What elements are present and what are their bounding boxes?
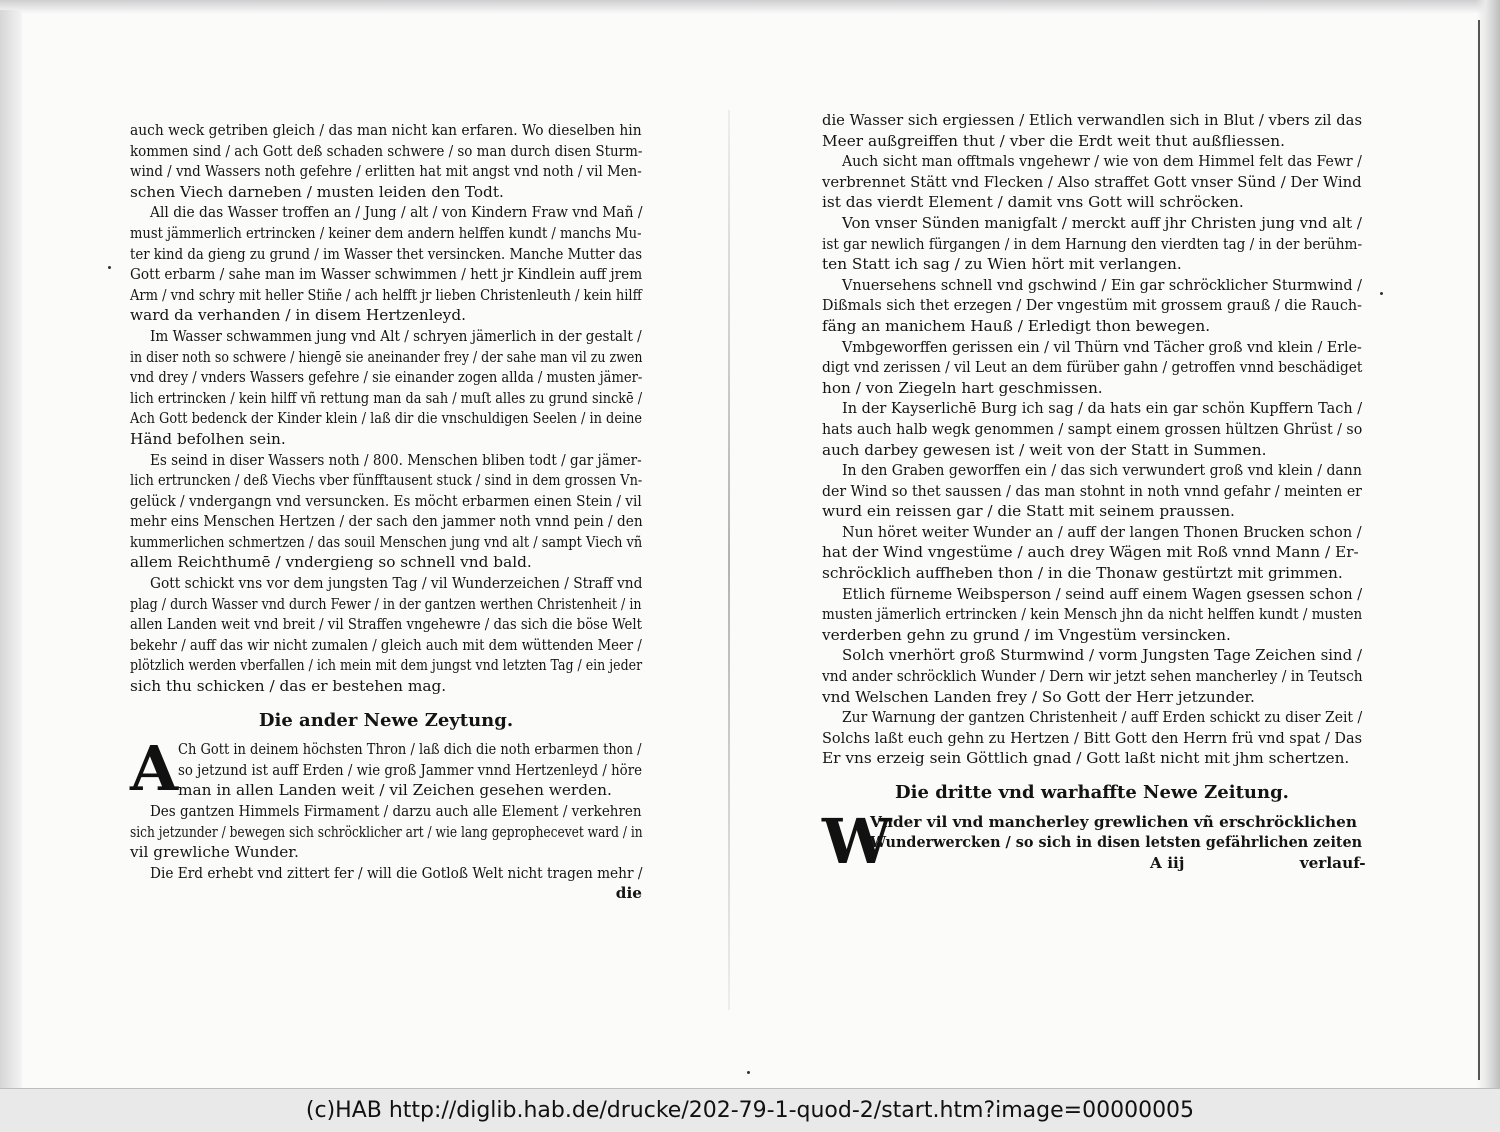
text-line: ter kind da gieng zu grund / im Wasser thet versincken. Manche Mutter das bbox=[130, 244, 643, 263]
text-line: Zur Warnung der gantzen Christenheit / auff Erden schickt zu diser Zeit / bbox=[842, 708, 1363, 727]
text-line: hats auch halb wegk genommen / sampt einem grossen hültzen Ghrüst / so bbox=[822, 419, 1363, 438]
text-line: ten Statt ich sag / zu Wien hört mit verlangen. bbox=[822, 255, 1182, 274]
text-line: Wunderwercken / so sich in disen letsten gefährlichen zeiten bbox=[870, 833, 1363, 852]
book-gutter bbox=[728, 110, 730, 1010]
catchword-line bbox=[130, 883, 642, 904]
text-line: hon / von Ziegeln hart geschmissen. bbox=[822, 378, 1103, 397]
text-line: auch weck getriben gleich / das man nicht kan erfaren. Wo dieselben hin bbox=[130, 121, 642, 139]
text-line: All die das Wasser troffen an / Jung / alt / von Kindern Fraw vnd Mañ / bbox=[150, 203, 643, 222]
text-line: kummerlichen schmertzen / das souil Menschen jung vnd alt / sampt Viech vñ bbox=[130, 532, 643, 551]
text-line: so jetzund ist auff Erden / wie groß Jammer vnnd Hertzenleyd / höre bbox=[178, 760, 642, 779]
text-line: allem Reichthumē / vndergieng so schnell vnd bald. bbox=[130, 553, 532, 572]
left-paragraph-5 bbox=[130, 573, 642, 697]
text-line: vnd Welschen Landen frey / So Gott der Herr jetzunder. bbox=[822, 687, 1255, 706]
right-page bbox=[822, 110, 1366, 878]
speck bbox=[1380, 292, 1383, 295]
text-line: bekehr / auff das wir nicht zumalen / gleich auch mit dem wüttenden Meer / bbox=[130, 635, 642, 654]
text-line: sich jetzunder / bewegen sich schröcklicher art / wie lang geprophecevet ward / in bbox=[130, 822, 643, 841]
text-line: ist gar newlich fürgangen / in dem Harnung den vierdten tag / in der berühm- bbox=[822, 234, 1363, 253]
decorated-initial: W bbox=[822, 804, 892, 878]
text-line: Solchs laßt euch gehn zu Hertzen / Bitt Gott den Herrn frü vnd spat / Das bbox=[822, 728, 1363, 747]
section-heading: Die ander Newe Zeytung. bbox=[258, 709, 514, 731]
text-line: ist das vierdt Element / damit vns Gott will schröcken. bbox=[822, 193, 1244, 212]
text-line: Vnder vil vnd mancherley grewlichen vñ erschröcklichen bbox=[870, 812, 1358, 831]
left-paragraph-8 bbox=[130, 863, 642, 884]
right-paragraph-7 bbox=[822, 460, 1362, 522]
text-line: Etlich fürneme Weibsperson / seind auff einem Wagen gsessen schon / bbox=[842, 584, 1363, 603]
text-line: allen Landen weit vnd breit / vil Straffen vngehewre / das sich die böse Welt bbox=[130, 615, 642, 634]
text-line: verderben gehn zu grund / im Vngestüm versincken. bbox=[822, 625, 1231, 644]
left-paragraph-4 bbox=[130, 450, 642, 574]
text-line: In der Kayserlichē Burg ich sag / da hats ein gar schön Kupffern Tach / bbox=[842, 399, 1363, 418]
signature-line bbox=[870, 853, 1366, 874]
text-line: Gott erbarm / sahe man im Wasser schwimmen / hett jr Kindlein auff jrem bbox=[130, 265, 643, 284]
text-line: Ch Gott in deinem höchsten Thron / laß dich die noth erbarmen thon / bbox=[178, 740, 642, 759]
text-line: die Wasser sich ergiessen / Etlich verwandlen sich in Blut / vbers zil das bbox=[822, 111, 1363, 129]
text-line: vil grewliche Wunder. bbox=[130, 843, 299, 862]
text-line: Die Erd erhebt vnd zittert fer / will die Gotloß Welt nicht tragen mehr / bbox=[150, 863, 643, 882]
text-line: lich ertrincken / kein hilff vñ rettung man da sah / muſt alles zu grund sinckē / bbox=[130, 388, 643, 407]
text-line: Vnuersehens schnell vnd gschwind / Ein gar schröcklicher Sturmwind / bbox=[842, 275, 1362, 294]
text-line: vnd drey / vnders Wassers gefehre / sie einander zogen allda / musten jämer- bbox=[130, 368, 643, 387]
text-line: verbrennet Stätt vnd Flecken / Also straffet Gott vnser Sünd / Der Wind bbox=[822, 172, 1362, 191]
top-edge-shadow bbox=[0, 0, 1500, 14]
section-heading: Die dritte vnd warhaffte Newe Zeitung. bbox=[895, 782, 1289, 803]
text-line: digt vnd zerissen / vil Leut an dem fürüber gahn / getroffen vnnd beschädiget bbox=[822, 358, 1363, 377]
signature-mark: A iij bbox=[1150, 853, 1185, 872]
page-edge-line bbox=[1478, 20, 1480, 1080]
text-line: Händ befolhen sein. bbox=[130, 429, 286, 448]
right-paragraph-4 bbox=[822, 275, 1362, 337]
text-line: wind / vnd Wassers noth gefehre / erlitten hat mit angst vnd noth / vil Men- bbox=[130, 162, 642, 181]
text-line: in diser noth so schwere / hiengē sie aneinander frey / der sahe man vil zu zwen bbox=[130, 347, 643, 366]
text-line: plötzlich werden vberfallen / ich mein mit dem jungst vnd letzten Tag / ein jeder bbox=[130, 656, 643, 675]
right-paragraph-8 bbox=[822, 522, 1362, 584]
left-edge-shadow bbox=[0, 10, 22, 1088]
text-line: der Wind so thet saussen / das man stohnt in noth vnnd gefahr / meinten er bbox=[822, 481, 1362, 500]
text-line: Dißmals sich thet erzegen / Der vngestüm mit grossem grauß / die Rauch- bbox=[822, 296, 1362, 315]
text-line: ward da verhanden / in disem Hertzenleyd. bbox=[130, 306, 466, 325]
text-line: Es seind in diser Wassers noth / 800. Menschen bliben todt / gar jämer- bbox=[150, 450, 642, 469]
left-paragraph-2 bbox=[130, 202, 642, 326]
text-line: auch darbey gewesen ist / weit von der Statt in Summen. bbox=[822, 440, 1267, 459]
text-line: Gott schickt vns vor dem jungsten Tag / vil Wunderzeichen / Straff vnd bbox=[150, 574, 643, 593]
right-paragraph-9 bbox=[822, 584, 1362, 646]
text-line: wurd ein reissen gar / die Statt mit seinem praussen. bbox=[822, 502, 1235, 521]
text-line: vnd ander schröcklich Wunder / Dern wir jetzt sehen mancherley / in Teutsch bbox=[822, 667, 1363, 686]
left-paragraph-6 bbox=[130, 732, 642, 806]
right-paragraph-1 bbox=[822, 110, 1362, 151]
text-line: sich thu schicken / das er bestehen mag. bbox=[130, 677, 447, 696]
text-line: Des gantzen Himmels Firmament / darzu auch alle Element / verkehren bbox=[150, 802, 642, 820]
right-paragraph-11 bbox=[822, 707, 1362, 769]
text-line: man in allen Landen weit / vil Zeichen gesehen werden. bbox=[178, 781, 612, 800]
text-line: Von vnser Sünden manigfalt / merckt auff jhr Christen jung vnd alt / bbox=[842, 213, 1362, 232]
text-line: Arm / vnd schry mit heller Stiñe / ach helfft jr lieben Christenleuth / kein hilff bbox=[130, 285, 642, 304]
right-paragraph-5 bbox=[822, 337, 1362, 399]
text-line: Im Wasser schwammen jung vnd Alt / schryen jämerlich in der gestalt / bbox=[150, 326, 642, 345]
text-line: fäng an manichem Hauß / Erledigt thon bewegen. bbox=[822, 316, 1211, 335]
text-line: kommen sind / ach Gott deß schaden schwere / so man durch disen Sturm- bbox=[130, 141, 643, 160]
right-paragraph-3 bbox=[822, 213, 1362, 275]
text-line: must jämmerlich ertrincken / keiner dem andern helffen kundt / manchs Mu- bbox=[130, 223, 642, 242]
text-line: gelück / vndergangn vnd versuncken. Es möcht erbarmen einen Stein / vil bbox=[130, 491, 642, 510]
right-paragraph-2 bbox=[822, 151, 1362, 213]
text-line: Er vns erzeig sein Göttlich gnad / Gott laßt nicht mit jhm schertzen. bbox=[822, 749, 1350, 768]
text-line: hat der Wind vngestüme / auch drey Wägen mit Roß vnnd Mann / Er- bbox=[822, 543, 1359, 562]
left-paragraph-1 bbox=[130, 120, 642, 202]
catchword: die bbox=[615, 884, 642, 903]
right-paragraph-12 bbox=[822, 804, 1366, 878]
text-line: Ach Gott bedenck der Kinder klein / laß dir die vnschuldigen Seelen / in deine bbox=[130, 409, 643, 428]
text-line: Auch sicht man offtmals vngehewr / wie von dem Himmel felt das Fewr / bbox=[842, 152, 1362, 171]
decorated-initial: A bbox=[130, 732, 179, 806]
text-line: Nun höret weiter Wunder an / auff der langen Thonen Brucken schon / bbox=[842, 522, 1362, 541]
right-paragraph-10 bbox=[822, 645, 1362, 707]
left-paragraph-3 bbox=[130, 326, 642, 450]
text-line: Solch vnerhört groß Sturmwind / vorm Jungsten Tage Zeichen sind / bbox=[842, 646, 1363, 665]
text-line: mehr eins Menschen Hertzen / der sach den jammer noth vnnd pein / den bbox=[130, 512, 643, 531]
copyright-footer: (c)HAB http://diglib.hab.de/drucke/202-79-1-quod-2/start.htm?image=00000005 bbox=[305, 1098, 1195, 1123]
right-paragraph-6 bbox=[822, 398, 1362, 460]
text-line: schen Viech darneben / musten leiden den Todt. bbox=[130, 182, 504, 201]
text-line: Vmbgeworffen gerissen ein / vil Thürn vnd Tächer groß vnd klein / Erle- bbox=[842, 337, 1362, 356]
speck bbox=[108, 266, 111, 269]
catchword: verlauf- bbox=[1299, 853, 1366, 872]
text-line: schröcklich auffheben thon / in die Thonaw gestürtzt mit grimmen. bbox=[822, 564, 1343, 583]
text-line: In den Graben geworffen ein / das sich verwundert groß vnd klein / dann bbox=[842, 461, 1362, 480]
text-line: musten jämerlich ertrincken / kein Mensch jhn da nicht helffen kundt / musten bbox=[822, 605, 1363, 624]
text-line: plag / durch Wasser vnd durch Fewer / in der gantzen werthen Christenheit / in bbox=[130, 594, 642, 613]
text-line: lich ertruncken / deß Viechs vber fünfftausent stuck / sind in dem grossen Vn- bbox=[130, 471, 643, 490]
speck bbox=[747, 1071, 750, 1074]
text-line: Meer außgreiffen thut / vber die Erdt weit thut außfliessen. bbox=[822, 131, 1285, 150]
left-paragraph-7 bbox=[130, 801, 642, 863]
left-page bbox=[130, 120, 642, 904]
